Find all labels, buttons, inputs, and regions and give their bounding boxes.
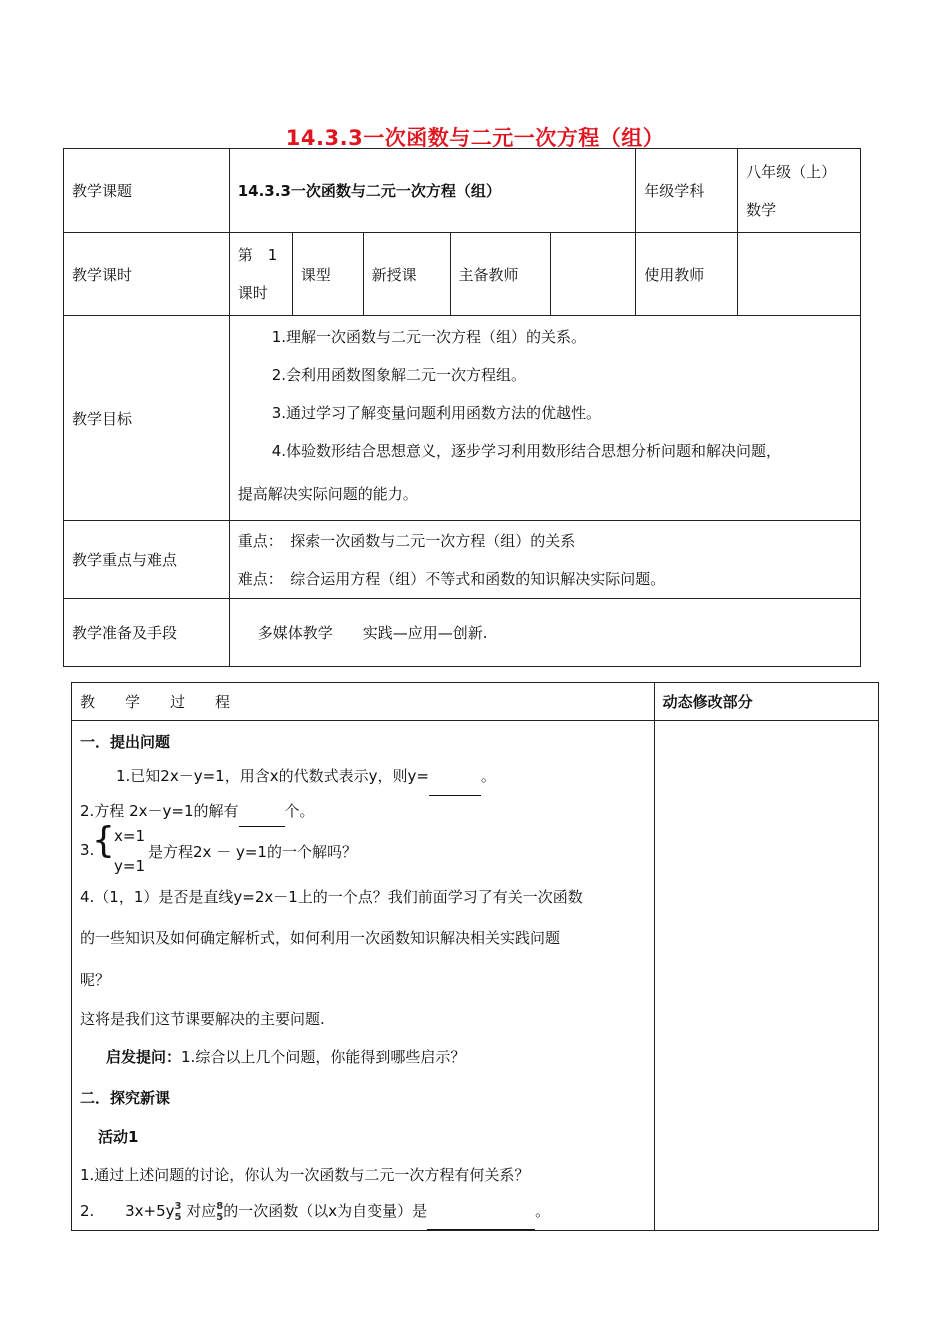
activity-heading: 活动1: [98, 1128, 139, 1146]
fraction-1-bottom: 5: [174, 1211, 182, 1223]
equation-text: 3x+5y: [125, 1202, 175, 1220]
grade-value-line2: 数学: [746, 200, 777, 219]
period-value: [229, 233, 292, 316]
question-1: [80, 757, 646, 796]
topic-value: 14.3.3一次函数与二元一次方程（组）: [229, 149, 636, 233]
type-label: 课型: [292, 233, 363, 316]
answer-blank-3[interactable]: [427, 1193, 535, 1230]
grade-value-line1: 八年级（上）: [746, 162, 837, 181]
grade-label: 年级学科: [636, 149, 738, 233]
fraction-1: [175, 1201, 182, 1223]
user-label: 使用教师: [636, 233, 738, 316]
activity-question-2-end: 。: [535, 1202, 551, 1220]
equation-mid: 对应: [186, 1202, 217, 1220]
keypoints-value: [229, 521, 860, 599]
question-4-line2: 的一些知识及如何确定解析式，如何利用一次函数知识解决相关实践问题: [80, 929, 561, 947]
summary-text: 这将是我们这节课要解决的主要问题.: [80, 1010, 325, 1028]
period-label: 教学课时: [64, 233, 230, 316]
fraction-1-top: 3: [174, 1200, 182, 1212]
answer-blank-2[interactable]: [239, 796, 285, 827]
type-value: 新授课: [363, 233, 450, 316]
question-3-text: 是方程2x － y=1的一个解吗？: [148, 843, 357, 861]
question-1-text: 1.已知2x－y=1，用含x的代数式表示y，则y=: [116, 767, 429, 785]
activity-question-2-text: 的一次函数（以x为自变量）是: [223, 1202, 428, 1220]
page-title: 14.3.3一次函数与二元一次方程（组）: [285, 126, 665, 150]
answer-blank-1[interactable]: [429, 757, 481, 796]
section-1-heading: 一．提出问题: [80, 733, 171, 751]
fraction-2-top: 8: [216, 1200, 224, 1212]
section-2-heading: 二．探究新课: [80, 1089, 171, 1107]
question-2: [80, 796, 646, 827]
dynamic-header: 动态修改部分: [654, 683, 878, 721]
question-2-text: 2.方程 2x－y=1的解有: [80, 802, 239, 820]
activity-question-2-num: 2.: [80, 1202, 95, 1220]
question-1-end: 。: [480, 767, 496, 785]
process-header: 教 学 过 程: [72, 683, 655, 721]
difficult-point: 难点： 综合运用方程（组）不等式和函数的知识解决实际问题。: [237, 569, 666, 588]
goal-1: 1.理解一次函数与二元一次方程（组）的关系。: [271, 328, 587, 346]
topic-label: 教学课题: [64, 149, 230, 233]
question-2-end: 个。: [284, 802, 315, 820]
system-y: y=1: [114, 857, 145, 875]
process-body: [72, 721, 655, 1231]
prep-value: 多媒体教学 实践—应用—创新.: [229, 599, 860, 667]
question-4-line3: 呢？: [80, 971, 111, 989]
brace-icon: {: [92, 820, 115, 861]
goal-2: 2.会利用函数图象解二元一次方程组。: [271, 366, 527, 384]
hint-label: 启发提问：: [106, 1048, 182, 1066]
goals-label: 教学目标: [64, 316, 230, 521]
hint-text: 1.综合以上几个问题，你能得到哪些启示？: [181, 1048, 466, 1066]
dynamic-notes-cell[interactable]: [654, 721, 878, 1231]
question-3-num: 3.: [80, 841, 95, 859]
activity-question-1: 1.通过上述问题的讨论，你认为一次函数与二元一次方程有何关系？: [80, 1166, 530, 1184]
goal-4-cont: 提高解决实际问题的能力。: [237, 485, 418, 503]
goal-3: 3.通过学习了解变量问题利用函数方法的优越性。: [271, 404, 602, 422]
period-value-line1: 第 1: [237, 246, 278, 264]
fraction-2-bottom: 5: [216, 1211, 224, 1223]
keypoints-label: 教学重点与难点: [64, 521, 230, 599]
user-value: [738, 233, 861, 316]
activity-question-2: [80, 1193, 646, 1230]
lesson-info-table: [63, 148, 861, 667]
question-3: [80, 820, 646, 875]
key-point: 重点： 探索一次函数与二元一次方程（组）的关系: [237, 531, 576, 550]
period-value-line2: 课时: [237, 284, 268, 302]
goals-list: [229, 316, 860, 521]
goal-4: 4.体验数形结合思想意义，逐步学习利用数形结合思想分析问题和解决问题，: [271, 442, 782, 460]
system-x: x=1: [114, 827, 145, 845]
process-table: [71, 682, 879, 1231]
question-4-line1: 4.（1，1）是否是直线y=2x－1上的一个点？我们前面学习了有关一次函数: [80, 888, 583, 906]
hint-question: [80, 1035, 646, 1079]
teacher-value: [551, 233, 636, 316]
prep-label: 教学准备及手段: [64, 599, 230, 667]
teacher-label: 主备教师: [450, 233, 551, 316]
grade-value: [738, 149, 861, 233]
